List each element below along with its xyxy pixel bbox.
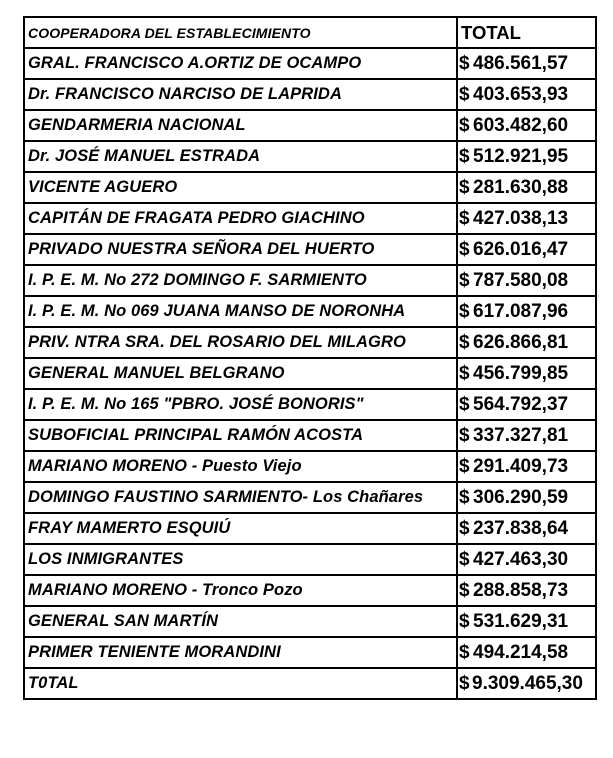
currency-symbol: $ — [459, 300, 470, 322]
establecimiento-name: GENDARMERIA NACIONAL — [24, 110, 457, 141]
currency-symbol: $ — [459, 486, 470, 508]
table-row — [24, 234, 596, 265]
amount-value: 456.799,85 — [473, 362, 569, 384]
grand-total-label: T0TAL — [24, 668, 457, 699]
total-cell — [457, 513, 596, 544]
currency-symbol: $ — [459, 207, 470, 229]
establecimiento-name: MARIANO MORENO - Puesto Viejo — [24, 451, 457, 482]
currency-symbol: $ — [459, 362, 470, 384]
currency-symbol: $ — [459, 52, 470, 74]
table-row — [24, 513, 596, 544]
total-cell — [457, 575, 596, 606]
establecimiento-name: PRIMER TENIENTE MORANDINI — [24, 637, 457, 668]
table-row — [24, 358, 596, 389]
total-cell — [457, 141, 596, 172]
total-cell — [457, 637, 596, 668]
establecimiento-name: DOMINGO FAUSTINO SARMIENTO- Los Chañares — [24, 482, 457, 513]
currency-symbol: $ — [459, 331, 470, 353]
total-cell — [457, 389, 596, 420]
total-cell — [457, 606, 596, 637]
total-cell — [457, 327, 596, 358]
currency-symbol: $ — [459, 176, 470, 198]
header-establecimiento: COOPERADORA DEL ESTABLECIMIENTO — [24, 17, 457, 48]
total-cell — [457, 544, 596, 575]
total-cell — [457, 110, 596, 141]
table-row — [24, 141, 596, 172]
currency-symbol: $ — [459, 517, 470, 539]
amount-value: 787.580,08 — [473, 269, 569, 291]
currency-symbol: $ — [459, 610, 470, 632]
table-row — [24, 48, 596, 79]
currency-symbol: $ — [459, 672, 470, 694]
amount-value: 512.921,95 — [473, 145, 569, 167]
establecimiento-name: SUBOFICIAL PRINCIPAL RAMÓN ACOSTA — [24, 420, 457, 451]
amount-value: 337.327,81 — [473, 424, 569, 446]
table-row — [24, 389, 596, 420]
amount-value: 603.482,60 — [473, 114, 569, 136]
total-cell — [457, 420, 596, 451]
table-row — [24, 110, 596, 141]
table-row — [24, 482, 596, 513]
establecimiento-name: CAPITÁN DE FRAGATA PEDRO GIACHINO — [24, 203, 457, 234]
amount-value: 617.087,96 — [473, 300, 569, 322]
establecimiento-name: MARIANO MORENO - Tronco Pozo — [24, 575, 457, 606]
total-cell — [457, 265, 596, 296]
amount-value: 427.038,13 — [473, 207, 569, 229]
total-cell — [457, 358, 596, 389]
amount-value: 291.409,73 — [473, 455, 569, 477]
total-cell — [457, 451, 596, 482]
total-cell — [457, 482, 596, 513]
amount-value: 237.838,64 — [473, 517, 569, 539]
establecimiento-name: I. P. E. M. No 069 JUANA MANSO DE NORONHA — [24, 296, 457, 327]
header-total: TOTAL — [457, 17, 596, 48]
amount-value: 306.290,59 — [473, 486, 569, 508]
amount-value: 288.858,73 — [473, 579, 569, 601]
table-row — [24, 606, 596, 637]
amount-value: 486.561,57 — [473, 52, 569, 74]
table-row — [24, 172, 596, 203]
header-row — [24, 17, 596, 48]
currency-symbol: $ — [459, 393, 470, 415]
table-row — [24, 544, 596, 575]
currency-symbol: $ — [459, 269, 470, 291]
total-cell — [457, 172, 596, 203]
currency-symbol: $ — [459, 145, 470, 167]
establecimiento-name: Dr. JOSÉ MANUEL ESTRADA — [24, 141, 457, 172]
currency-symbol: $ — [459, 641, 470, 663]
table-row — [24, 265, 596, 296]
establecimiento-name: LOS INMIGRANTES — [24, 544, 457, 575]
currency-symbol: $ — [459, 455, 470, 477]
total-cell — [457, 203, 596, 234]
cooperadoras-table — [23, 16, 597, 700]
amount-value: 626.866,81 — [473, 331, 569, 353]
table-row — [24, 637, 596, 668]
amount-value: 494.214,58 — [473, 641, 569, 663]
total-cell — [457, 48, 596, 79]
amount-value: 531.629,31 — [473, 610, 569, 632]
amount-value: 403.653,93 — [473, 83, 569, 105]
amount-value: 626.016,47 — [473, 238, 569, 260]
grand-total-cell — [457, 668, 596, 699]
establecimiento-name: VICENTE AGUERO — [24, 172, 457, 203]
currency-symbol: $ — [459, 548, 470, 570]
currency-symbol: $ — [459, 83, 470, 105]
amount-value: 427.463,30 — [473, 548, 569, 570]
currency-symbol: $ — [459, 424, 470, 446]
total-cell — [457, 234, 596, 265]
table-row — [24, 203, 596, 234]
table-body — [24, 17, 596, 699]
establecimiento-name: Dr. FRANCISCO NARCISO DE LAPRIDA — [24, 79, 457, 110]
grand-total-row — [24, 668, 596, 699]
table-row — [24, 451, 596, 482]
table-row — [24, 327, 596, 358]
currency-symbol: $ — [459, 114, 470, 136]
currency-symbol: $ — [459, 238, 470, 260]
establecimiento-name: GENERAL SAN MARTÍN — [24, 606, 457, 637]
total-cell — [457, 79, 596, 110]
amount-value: 281.630,88 — [473, 176, 569, 198]
table-row — [24, 575, 596, 606]
establecimiento-name: PRIVADO NUESTRA SEÑORA DEL HUERTO — [24, 234, 457, 265]
table-row — [24, 79, 596, 110]
establecimiento-name: PRIV. NTRA SRA. DEL ROSARIO DEL MILAGRO — [24, 327, 457, 358]
establecimiento-name: GRAL. FRANCISCO A.ORTIZ DE OCAMPO — [24, 48, 457, 79]
establecimiento-name: I. P. E. M. No 272 DOMINGO F. SARMIENTO — [24, 265, 457, 296]
table-row — [24, 420, 596, 451]
grand-total-value: 9.309.465,30 — [472, 672, 583, 694]
establecimiento-name: FRAY MAMERTO ESQUIÚ — [24, 513, 457, 544]
establecimiento-name: GENERAL MANUEL BELGRANO — [24, 358, 457, 389]
amount-value: 564.792,37 — [473, 393, 569, 415]
establecimiento-name: I. P. E. M. No 165 "PBRO. JOSÉ BONORIS" — [24, 389, 457, 420]
total-cell — [457, 296, 596, 327]
currency-symbol: $ — [459, 579, 470, 601]
table-row — [24, 296, 596, 327]
